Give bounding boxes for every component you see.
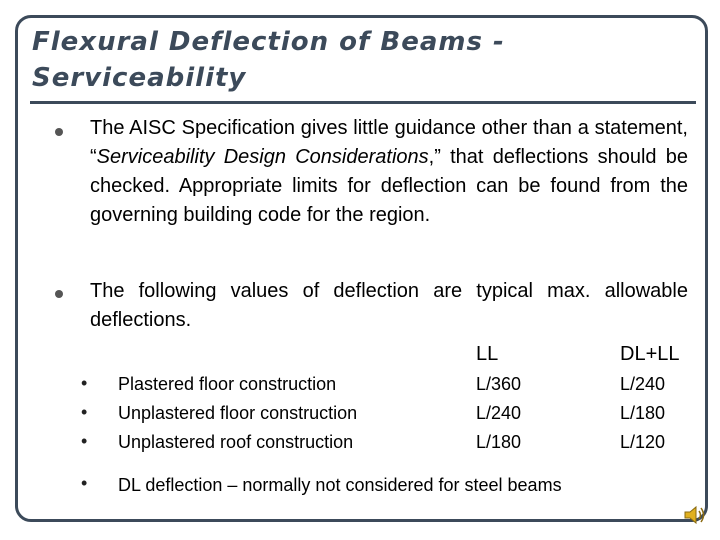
bullet-text-pre: The AISC Specification gives little guidance other than a statement, “ bbox=[90, 117, 688, 168]
speaker-icon[interactable] bbox=[682, 503, 706, 527]
sub-bullet-marker: • bbox=[81, 473, 88, 493]
table-cell-dl-ll: L/120 bbox=[620, 432, 666, 452]
bullet-paragraph-aisc bbox=[90, 114, 688, 230]
bullet-paragraph-values: The following values of deflection are typical max. allowable deflections. bbox=[90, 280, 688, 331]
slide-title bbox=[32, 24, 692, 96]
column-header-dl-ll: DL+LL bbox=[620, 343, 680, 365]
bullet-text-post: ,” that deflections should be checked. Appropriate limits for deflection can be found from the governing building code for the region. bbox=[90, 146, 688, 226]
sub-bullet-marker: • bbox=[81, 431, 88, 451]
dl-deflection-note: DL deflection – normally not considered for steel beams bbox=[118, 475, 562, 495]
table-cell-ll: L/360 bbox=[476, 374, 522, 394]
table-cell-ll: L/180 bbox=[476, 432, 522, 452]
table-cell-dl-ll: L/240 bbox=[620, 374, 666, 394]
title-underline bbox=[30, 101, 696, 104]
table-row-label: Unplastered roof construction bbox=[118, 432, 354, 452]
sub-bullet-marker: • bbox=[81, 402, 88, 422]
title-line-2: Serviceability bbox=[32, 63, 247, 93]
bullet-text-emphasis: Serviceability Design Considerations bbox=[96, 146, 429, 168]
title-line-1: Flexural Deflection of Beams - bbox=[32, 27, 505, 57]
bullet-marker bbox=[55, 128, 63, 136]
sub-bullet-marker: • bbox=[81, 373, 88, 393]
table-cell-dl-ll: L/180 bbox=[620, 403, 666, 423]
table-row-label: Plastered floor construction bbox=[118, 374, 337, 394]
column-header-ll: LL bbox=[476, 343, 499, 365]
table-cell-ll: L/240 bbox=[476, 403, 522, 423]
table-row-label: Unplastered floor construction bbox=[118, 403, 358, 423]
bullet-marker bbox=[55, 290, 63, 298]
